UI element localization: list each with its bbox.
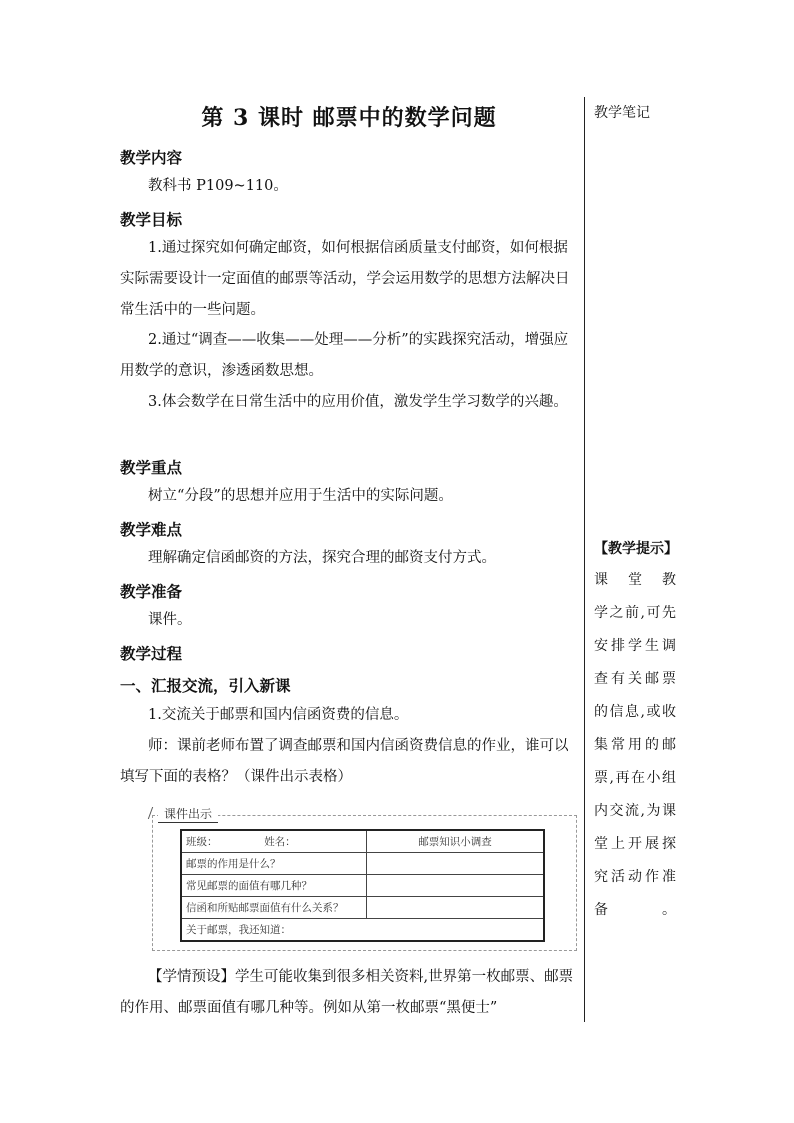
survey-title: 邮票知识小调查 — [367, 830, 545, 853]
notes-column-title: 教学笔记 — [594, 105, 650, 121]
goal-2: 2.通过“调查——收集——处理——分析”的实践探究活动，增强应用数学的意识，渗透函数思想。 — [120, 332, 569, 379]
table-cell: 关于邮票，我还知道： — [181, 919, 544, 942]
goal-3: 3.体会数学在日常生活中的应用价值，激发学生学习数学的兴趣。 — [148, 394, 568, 410]
name-label: 姓名： — [264, 836, 296, 848]
table-cell — [367, 897, 545, 919]
teacher-text: 师：课前老师布置了调查邮票和国内信函资费信息的作业，谁可以填写下面的表格？（课件出示表格） — [120, 738, 569, 785]
goal-1: 1.通过探究如何确定邮资，如何根据信函质量支付邮资，如何根据实际需要设计一定面值的邮票等活动，学会运用数学的思想方法解决日常生活中的一些问题。 — [120, 240, 570, 318]
content-text: 教科书 P109~110。 — [148, 178, 288, 194]
tip-line: 的信息,或收 — [594, 704, 676, 720]
content-heading: 教学内容 — [120, 148, 183, 167]
table-cell: 信函和所贴邮票面值有什么关系？ — [181, 897, 367, 919]
goals-heading: 教学目标 — [120, 210, 183, 229]
process-heading: 教学过程 — [120, 644, 183, 663]
prep-text: 课件。 — [148, 612, 192, 628]
table-cell — [367, 853, 545, 875]
prep-heading: 教学准备 — [120, 582, 183, 601]
key-heading: 教学重点 — [120, 458, 183, 477]
table-row — [181, 875, 544, 897]
difficulty-text: 理解确定信函邮资的方法，探究合理的邮资支付方式。 — [148, 550, 496, 566]
notes-divider — [584, 97, 585, 1022]
part1-heading: 一、汇报交流，引入新课 — [120, 676, 291, 695]
page-title: 第 3 课时 邮票中的数学问题 — [201, 105, 497, 131]
presupposition-text: 【学情预设】学生可能收集到很多相关资料,世界第一枚邮票、邮票的作用、邮票面值有哪几种等。例如从第一枚邮票“黑便士” — [120, 969, 574, 1016]
step-1: 1.交流关于邮票和国内信函资费的信息。 — [148, 707, 409, 723]
tip-line: 究活动作准 — [594, 869, 676, 885]
table-cell — [367, 875, 545, 897]
table-cell: 邮票的作用是什么？ — [181, 853, 367, 875]
tip-line: 安排学生调 — [594, 638, 676, 654]
difficulty-heading: 教学难点 — [120, 520, 183, 539]
tip-line: 学之前,可先 — [594, 605, 676, 621]
table-row — [181, 853, 544, 875]
tip-line: 集常用的邮 — [594, 737, 676, 753]
table-row — [181, 919, 544, 942]
tip-heading: 【教学提示】 — [594, 541, 678, 557]
table-cell: 常见邮票的面值有哪几种？ — [181, 875, 367, 897]
table-row — [181, 897, 544, 919]
class-label: 班级： — [186, 836, 218, 848]
tip-line: 课 堂 教 — [594, 572, 676, 588]
table-cell — [181, 830, 367, 853]
tip-line: 票,再在小组 — [594, 770, 676, 786]
tip-body — [594, 564, 676, 927]
courseware-tag: 课件出示 — [158, 805, 218, 823]
table-row — [181, 830, 544, 853]
tip-line: 内交流,为课 — [594, 803, 676, 819]
tip-line: 堂上开展探 — [594, 836, 676, 852]
key-text: 树立“分段”的思想并应用于生活中的实际问题。 — [148, 488, 453, 504]
tip-line: 查有关邮票 — [594, 671, 676, 687]
tip-line: 备 。 — [594, 902, 676, 918]
survey-table — [180, 829, 545, 942]
